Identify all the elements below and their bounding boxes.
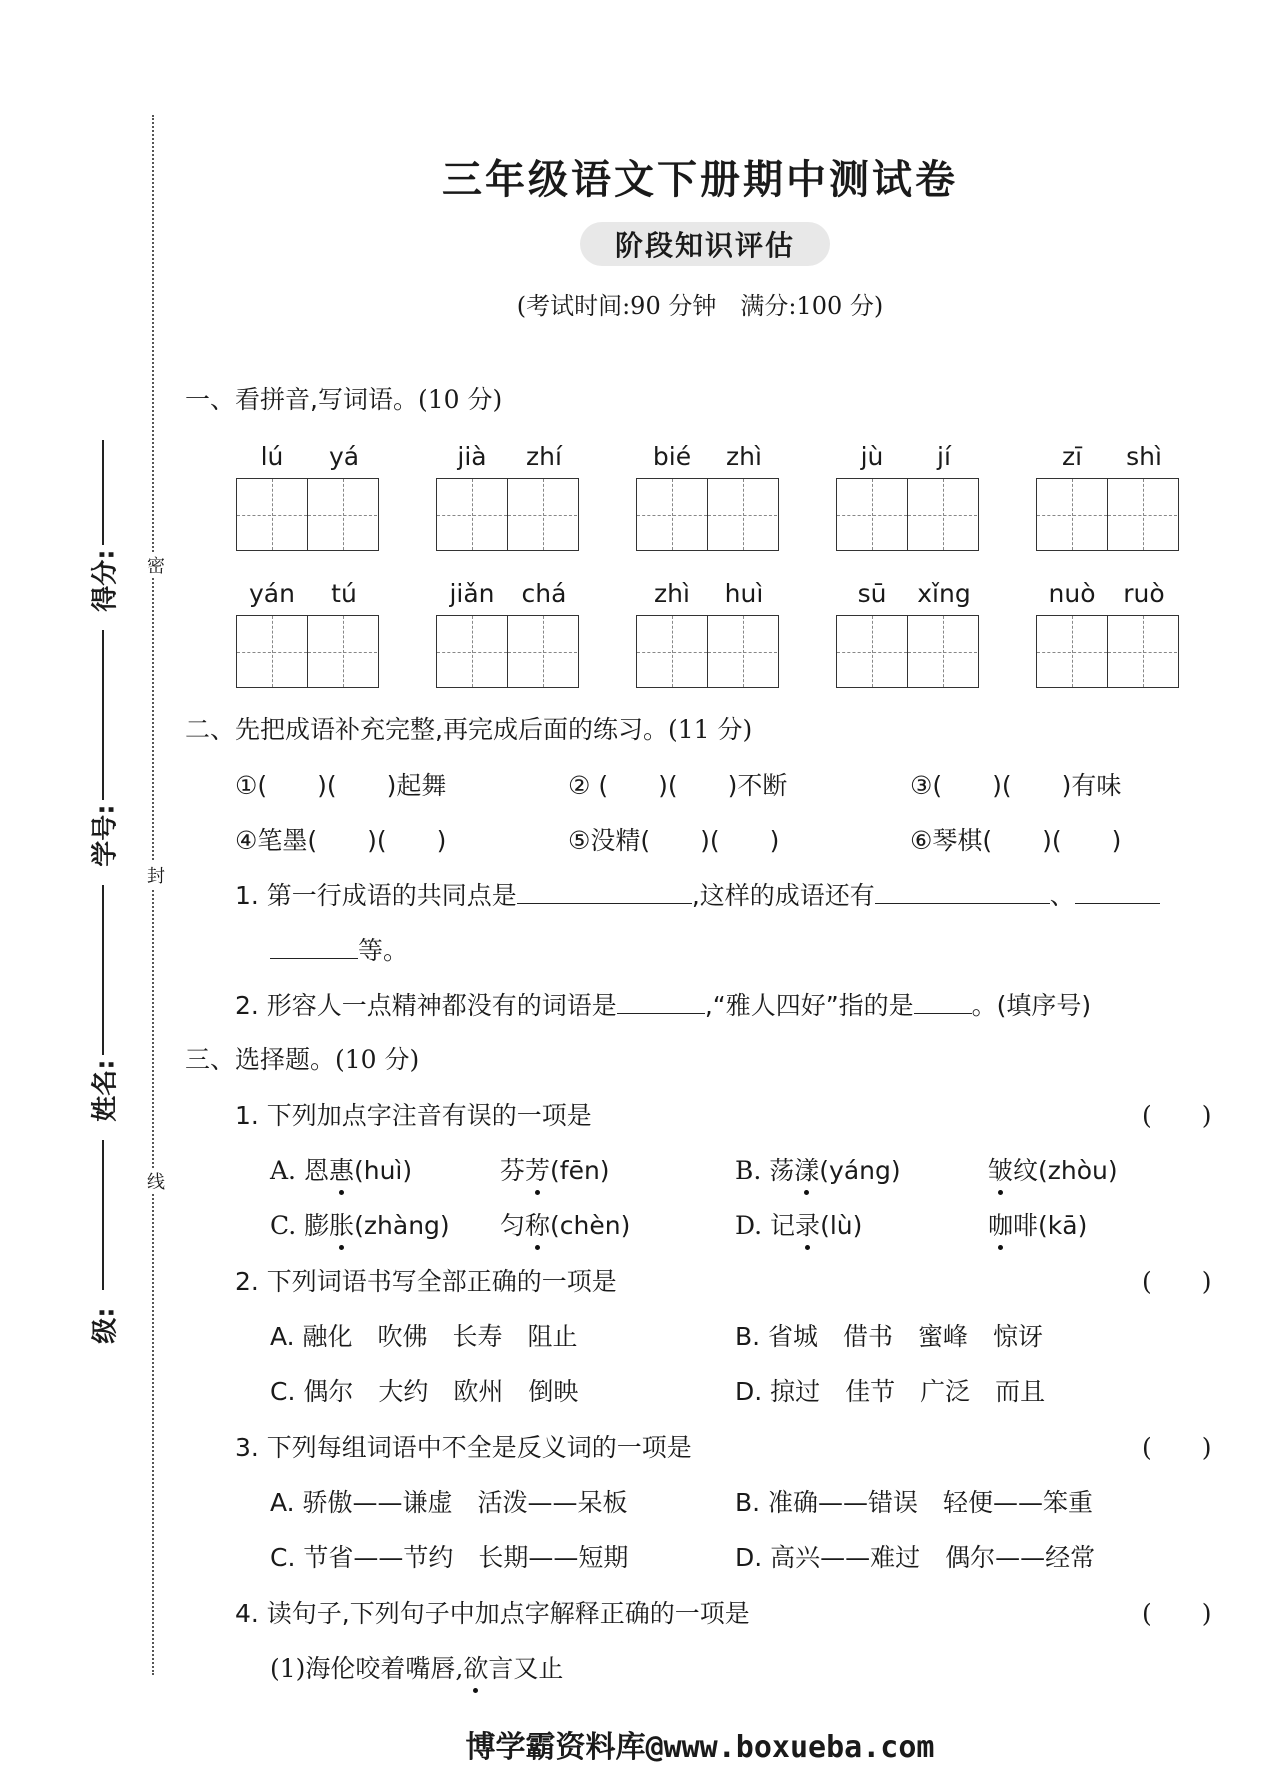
q1-option-d2[interactable]: 咖啡(kā) <box>988 1206 1087 1242</box>
writing-cell[interactable] <box>707 616 777 687</box>
q1-option-b1[interactable]: B. 荡漾(yáng) <box>735 1151 901 1187</box>
seal-char-feng: 封 <box>146 862 166 888</box>
name-line <box>102 885 104 1055</box>
pinyin-word-9[interactable] <box>836 577 980 688</box>
writing-grid[interactable] <box>236 615 379 688</box>
writing-cell[interactable] <box>237 616 307 687</box>
pinyin-row <box>636 577 780 611</box>
pinyin-row <box>636 440 780 474</box>
writing-cell[interactable] <box>1107 479 1177 550</box>
pinyin-syllable: chá <box>521 579 567 608</box>
pinyin-word-6[interactable] <box>236 577 380 688</box>
writing-cell[interactable] <box>1107 616 1177 687</box>
pinyin-word-5[interactable] <box>1036 440 1180 551</box>
pinyin-syllable: zhì <box>654 579 690 608</box>
writing-cell[interactable] <box>837 616 907 687</box>
seal-char-xian: 线 <box>146 1168 166 1194</box>
writing-cell[interactable] <box>637 616 707 687</box>
idiom-5[interactable]: ⑤没精( )( ) <box>568 826 780 855</box>
writing-grid[interactable] <box>436 478 579 551</box>
writing-cell[interactable] <box>837 479 907 550</box>
writing-grid[interactable] <box>836 615 979 688</box>
pinyin-syllable: huì <box>724 579 764 608</box>
writing-cell[interactable] <box>907 616 977 687</box>
q3-option-d[interactable]: D. 高兴——难过 偶尔——经常 <box>735 1543 1096 1572</box>
pinyin-syllable: ruò <box>1123 579 1165 608</box>
student-id-field[interactable]: 学号: <box>90 803 121 867</box>
pinyin-syllable: sū <box>857 579 887 608</box>
writing-cell[interactable] <box>707 479 777 550</box>
class-field[interactable]: 级: <box>90 1306 121 1344</box>
writing-cell[interactable] <box>637 479 707 550</box>
pinyin-syllable: jiǎn <box>449 579 495 608</box>
q1-option-c1[interactable]: C. 膨胀(zhàng) <box>270 1206 450 1242</box>
q2-option-c[interactable]: C. 偶尔 大约 欧州 倒映 <box>270 1377 579 1406</box>
writing-grid[interactable] <box>236 478 379 551</box>
pinyin-row <box>1036 577 1180 611</box>
pinyin-word-10[interactable] <box>1036 577 1180 688</box>
pinyin-syllable: zī <box>1061 442 1083 471</box>
answer-paren[interactable]: ( ) <box>1142 1101 1212 1130</box>
q2-option-d[interactable]: D. 掠过 佳节 广泛 而且 <box>735 1377 1046 1406</box>
writing-cell[interactable] <box>1037 616 1107 687</box>
pinyin-syllable: zhì <box>726 442 762 471</box>
q2-option-b[interactable]: B. 省城 借书 蜜峰 惊讶 <box>735 1322 1044 1351</box>
q3-option-c[interactable]: C. 节省——节约 长期——短期 <box>270 1543 629 1572</box>
pinyin-syllable: shì <box>1126 442 1162 471</box>
writing-grid[interactable] <box>836 478 979 551</box>
score-line <box>102 440 104 545</box>
binding-dotted-line <box>152 115 154 1675</box>
idiom-3[interactable]: ③( )( )有味 <box>910 771 1122 800</box>
idiom-6[interactable]: ⑥琴棋( )( ) <box>910 826 1122 855</box>
s2-question-2: 2. 形容人一点精神都没有的词语是 ,“雅人四好”指的是 。(填序号) <box>235 986 1091 1022</box>
pinyin-row <box>236 577 380 611</box>
pinyin-word-8[interactable] <box>636 577 780 688</box>
idiom-1[interactable]: ①( )( )起舞 <box>235 771 447 800</box>
writing-grid[interactable] <box>636 478 779 551</box>
s3-question-4: 4. 读句子,下列句子中加点字解释正确的一项是 <box>235 1599 750 1628</box>
name-field[interactable]: 姓名: <box>90 1058 121 1122</box>
writing-cell[interactable] <box>507 479 577 550</box>
writing-grid[interactable] <box>1036 478 1179 551</box>
idiom-2[interactable]: ② ( )( )不断 <box>568 771 788 800</box>
answer-paren[interactable]: ( ) <box>1142 1599 1212 1628</box>
pinyin-syllable: zhí <box>526 442 562 471</box>
subtitle-badge <box>580 222 830 266</box>
answer-paren[interactable]: ( ) <box>1142 1433 1212 1462</box>
pinyin-row <box>836 440 980 474</box>
footer-watermark: 博学霸资料库@www.boxueba.com <box>465 1730 935 1765</box>
exam-meta: (考试时间:90 分钟 满分:100 分) <box>516 292 884 320</box>
pinyin-word-4[interactable] <box>836 440 980 551</box>
answer-paren[interactable]: ( ) <box>1142 1267 1212 1296</box>
pinyin-syllable: yán <box>249 579 295 608</box>
class-line <box>102 1140 104 1290</box>
answer-blank[interactable] <box>517 877 692 904</box>
writing-grid[interactable] <box>1036 615 1179 688</box>
pinyin-row <box>436 577 580 611</box>
writing-grid[interactable] <box>436 615 579 688</box>
student-id-line <box>102 630 104 800</box>
pinyin-row <box>1036 440 1180 474</box>
pinyin-syllable: yá <box>328 442 360 471</box>
pinyin-syllable: jí <box>937 442 951 471</box>
q1-option-d1[interactable]: D. 记录(lù) <box>735 1206 862 1242</box>
pinyin-word-7[interactable] <box>436 577 580 688</box>
pinyin-word-2[interactable] <box>436 440 580 551</box>
writing-cell[interactable] <box>437 616 507 687</box>
writing-cell[interactable] <box>1037 479 1107 550</box>
s3-question-1: 1. 下列加点字注音有误的一项是 <box>235 1101 592 1130</box>
writing-cell[interactable] <box>907 479 977 550</box>
s3-question-3: 3. 下列每组词语中不全是反义词的一项是 <box>235 1433 692 1462</box>
q2-option-a[interactable]: A. 融化 吹佛 长寿 阻止 <box>270 1322 578 1351</box>
score-field[interactable]: 得分: <box>90 548 121 612</box>
s2-question-1: 1. 第一行成语的共同点是 ,这样的成语还有 、 <box>235 876 1160 912</box>
pinyin-syllable: xǐng <box>917 579 971 608</box>
q3-option-a[interactable]: A. 骄傲——谦虚 活泼——呆板 <box>270 1488 628 1517</box>
pinyin-row <box>836 577 980 611</box>
answer-blank[interactable] <box>914 987 972 1014</box>
pinyin-syllable: tú <box>331 579 357 608</box>
writing-cell[interactable] <box>507 616 577 687</box>
answer-blank[interactable] <box>875 877 1050 904</box>
section3-heading: 三、选择题。(10 分) <box>185 1045 420 1074</box>
writing-cell[interactable] <box>307 616 377 687</box>
section2-heading: 二、先把成语补充完整,再完成后面的练习。(11 分) <box>185 715 753 744</box>
pinyin-syllable: bié <box>652 442 692 471</box>
q3-option-b[interactable]: B. 准确——错误 轻便——笨重 <box>735 1488 1094 1517</box>
pinyin-word-3[interactable] <box>636 440 780 551</box>
writing-cell[interactable] <box>237 479 307 550</box>
writing-cell[interactable] <box>307 479 377 550</box>
answer-blank[interactable] <box>270 932 358 959</box>
answer-blank[interactable] <box>617 987 705 1014</box>
writing-cell[interactable] <box>437 479 507 550</box>
pinyin-syllable: jù <box>860 442 884 471</box>
pinyin-syllable: jià <box>457 442 487 471</box>
page-title: 三年级语文下册期中测试卷 <box>442 157 958 203</box>
pinyin-row <box>436 440 580 474</box>
idiom-4[interactable]: ④笔墨( )( ) <box>235 826 447 855</box>
subtitle: 阶段知识评估 <box>614 229 795 262</box>
q1-option-a2[interactable]: 芬芳(fēn) <box>500 1151 610 1187</box>
writing-grid[interactable] <box>636 615 779 688</box>
pinyin-syllable: nuò <box>1048 579 1096 608</box>
q1-option-b2[interactable]: 皱纹(zhòu) <box>988 1151 1118 1187</box>
section1-heading: 一、看拼音,写词语。(10 分) <box>185 385 503 414</box>
answer-blank[interactable] <box>1075 877 1160 904</box>
q1-option-c2[interactable]: 匀称(chèn) <box>500 1206 630 1242</box>
pinyin-row <box>236 440 380 474</box>
q1-option-a1[interactable]: A. 恩惠(huì) <box>270 1151 412 1187</box>
seal-char-mi: 密 <box>146 552 166 578</box>
pinyin-syllable: lú <box>260 442 284 471</box>
s2-question-1-cont: 等。 <box>270 931 408 967</box>
pinyin-word-1[interactable] <box>236 440 380 551</box>
q4-sentence-1: (1)海伦咬着嘴唇,欲言又止 <box>270 1649 563 1685</box>
s3-question-2: 2. 下列词语书写全部正确的一项是 <box>235 1267 617 1296</box>
